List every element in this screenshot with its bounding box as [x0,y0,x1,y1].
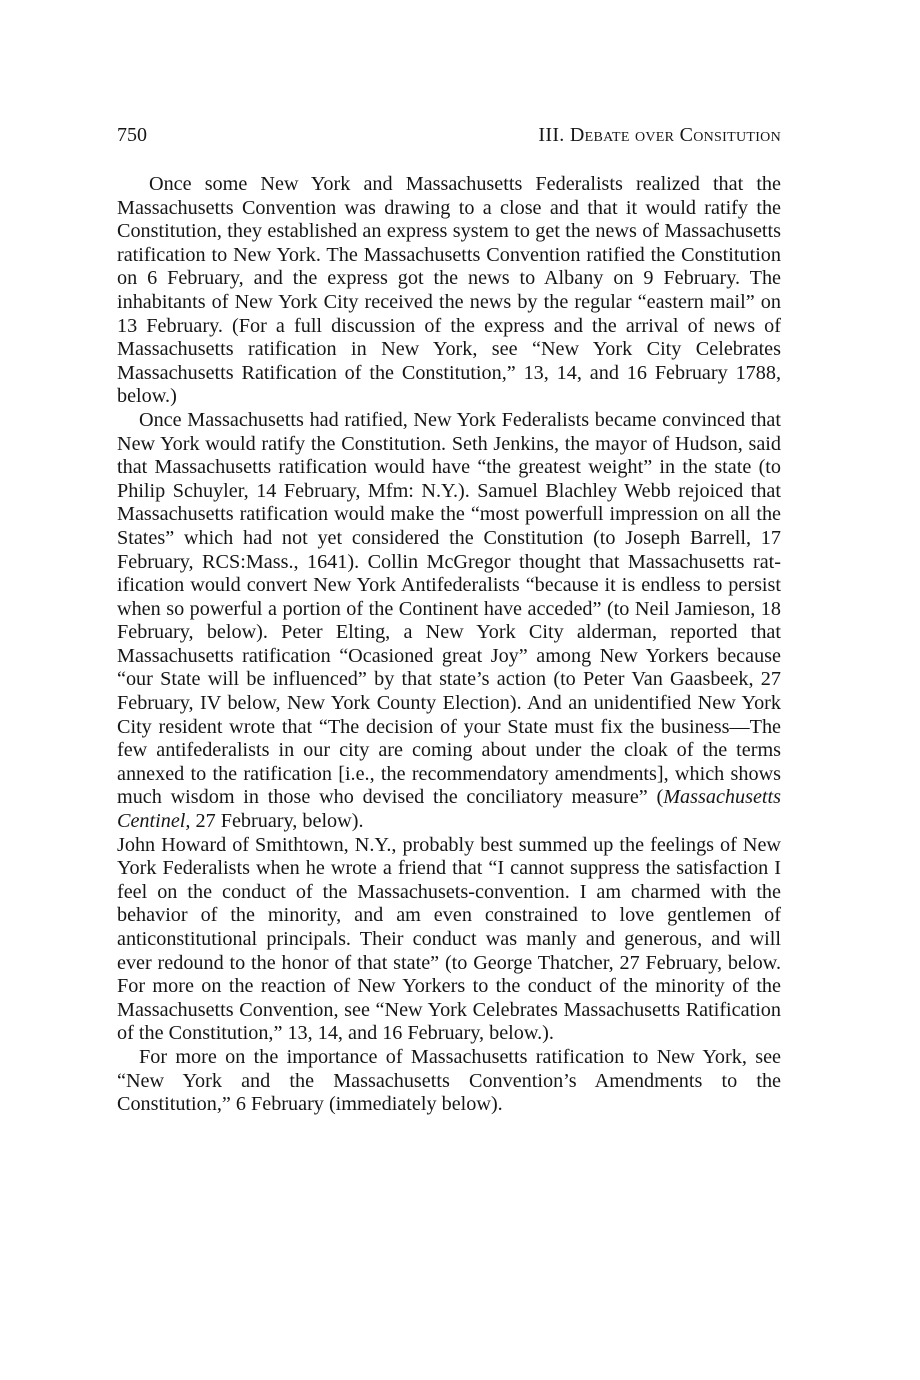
page-number: 750 [117,124,147,146]
paragraph-further-reading: For more on the importance of Massachusetts ratification to New York, see “New York and the Massachusetts Convention’s Amendments to the Constitution,” 6 February (immediately below). [117,1045,781,1116]
section-title: III. Debate over Consitution [538,124,781,146]
body-text [117,173,781,1117]
paragraph-federalist-reactions [117,409,781,834]
running-head [117,122,781,148]
paragraph-express-system: Once some New York and Massachusetts Federalists realized that the Massachusetts Convention was drawing to a close and that it would ratify the Constitution, they established an express system to get the news of Massachusetts ratification to New York. The Massachusetts Convention ratified the Constitution on 6 February, and the express got the news to Albany on 9 February. The inhabitants of New York City received the news by the regular “eastern mail” on 13 February. (For a full discussion of the express and the arrival of news of Massachusetts ratification in New York, see “New York City Celebrates Massachusetts Ratification of the Constitution,” 13, 14, and 16 February 1788, below.) [117,173,781,408]
paragraph-john-howard: John Howard of Smithtown, N.Y., probably best summed up the feelings of New York Federalists when he wrote a friend that “I cannot suppress the satisfaction I feel on the conduct of the Massachusets-convention. I am charmed with the behavior of the minority, and am even constrained to love gentlemen of anticonstitutional principals. Their conduct was manly and generous, and will ever redound to the honor of that state” (to George Thatcher, 27 February, below. For more on the reaction of New Yorkers to the conduct of the minority of the Massachusetts Convention, see “New York Celebrates Massachusetts Ratification of the Constitution,” 13, 14, and 16 February, below.). [117,833,781,1045]
paragraph-text: 27 February, below). [190,810,364,833]
newspaper-title: Massachusetts Centinel, [117,786,781,833]
document-page [117,0,781,1380]
paragraph-text: Once Massachusetts had ratified, New York Federalists became convinced that New York would ratify the Constitution. Seth Jenkins, the mayor of Hudson, said that Massachusetts ratification would have “the greatest weight” in the state (to Philip Schuyler, 14 February, Mfm: N.Y.). Samuel Blachley Webb rejoiced that Massachusetts ratification would make the “most powerfull impression on all the States” which had not yet considered the Constitution (to Joseph Barrell, 17 February, RCS:Mass., 1641). Collin McGregor thought that Massachusetts ratification would convert New York Antifederalists “because it is endless to persist when so powerful a portion of the Continent have acceded” (to Neil Jamieson, 18 February, below). Peter Elting, a New York City alderman, reported that Massachusetts ratification “Ocasioned great Joy” among New Yorkers because “our State will be influenced” by that state’s action (to Peter Van Gaasbeek, 27 February, IV below, New York County Election). And an unidentified New York City resident wrote that “The decision of your State must fix the business—The few antifederalists in our city are coming about under the cloak of the terms annexed to the ratification [i.e., the recommendatory amendments], which shows much wisdom in those who devised the conciliatory measure” ( [117,408,781,809]
